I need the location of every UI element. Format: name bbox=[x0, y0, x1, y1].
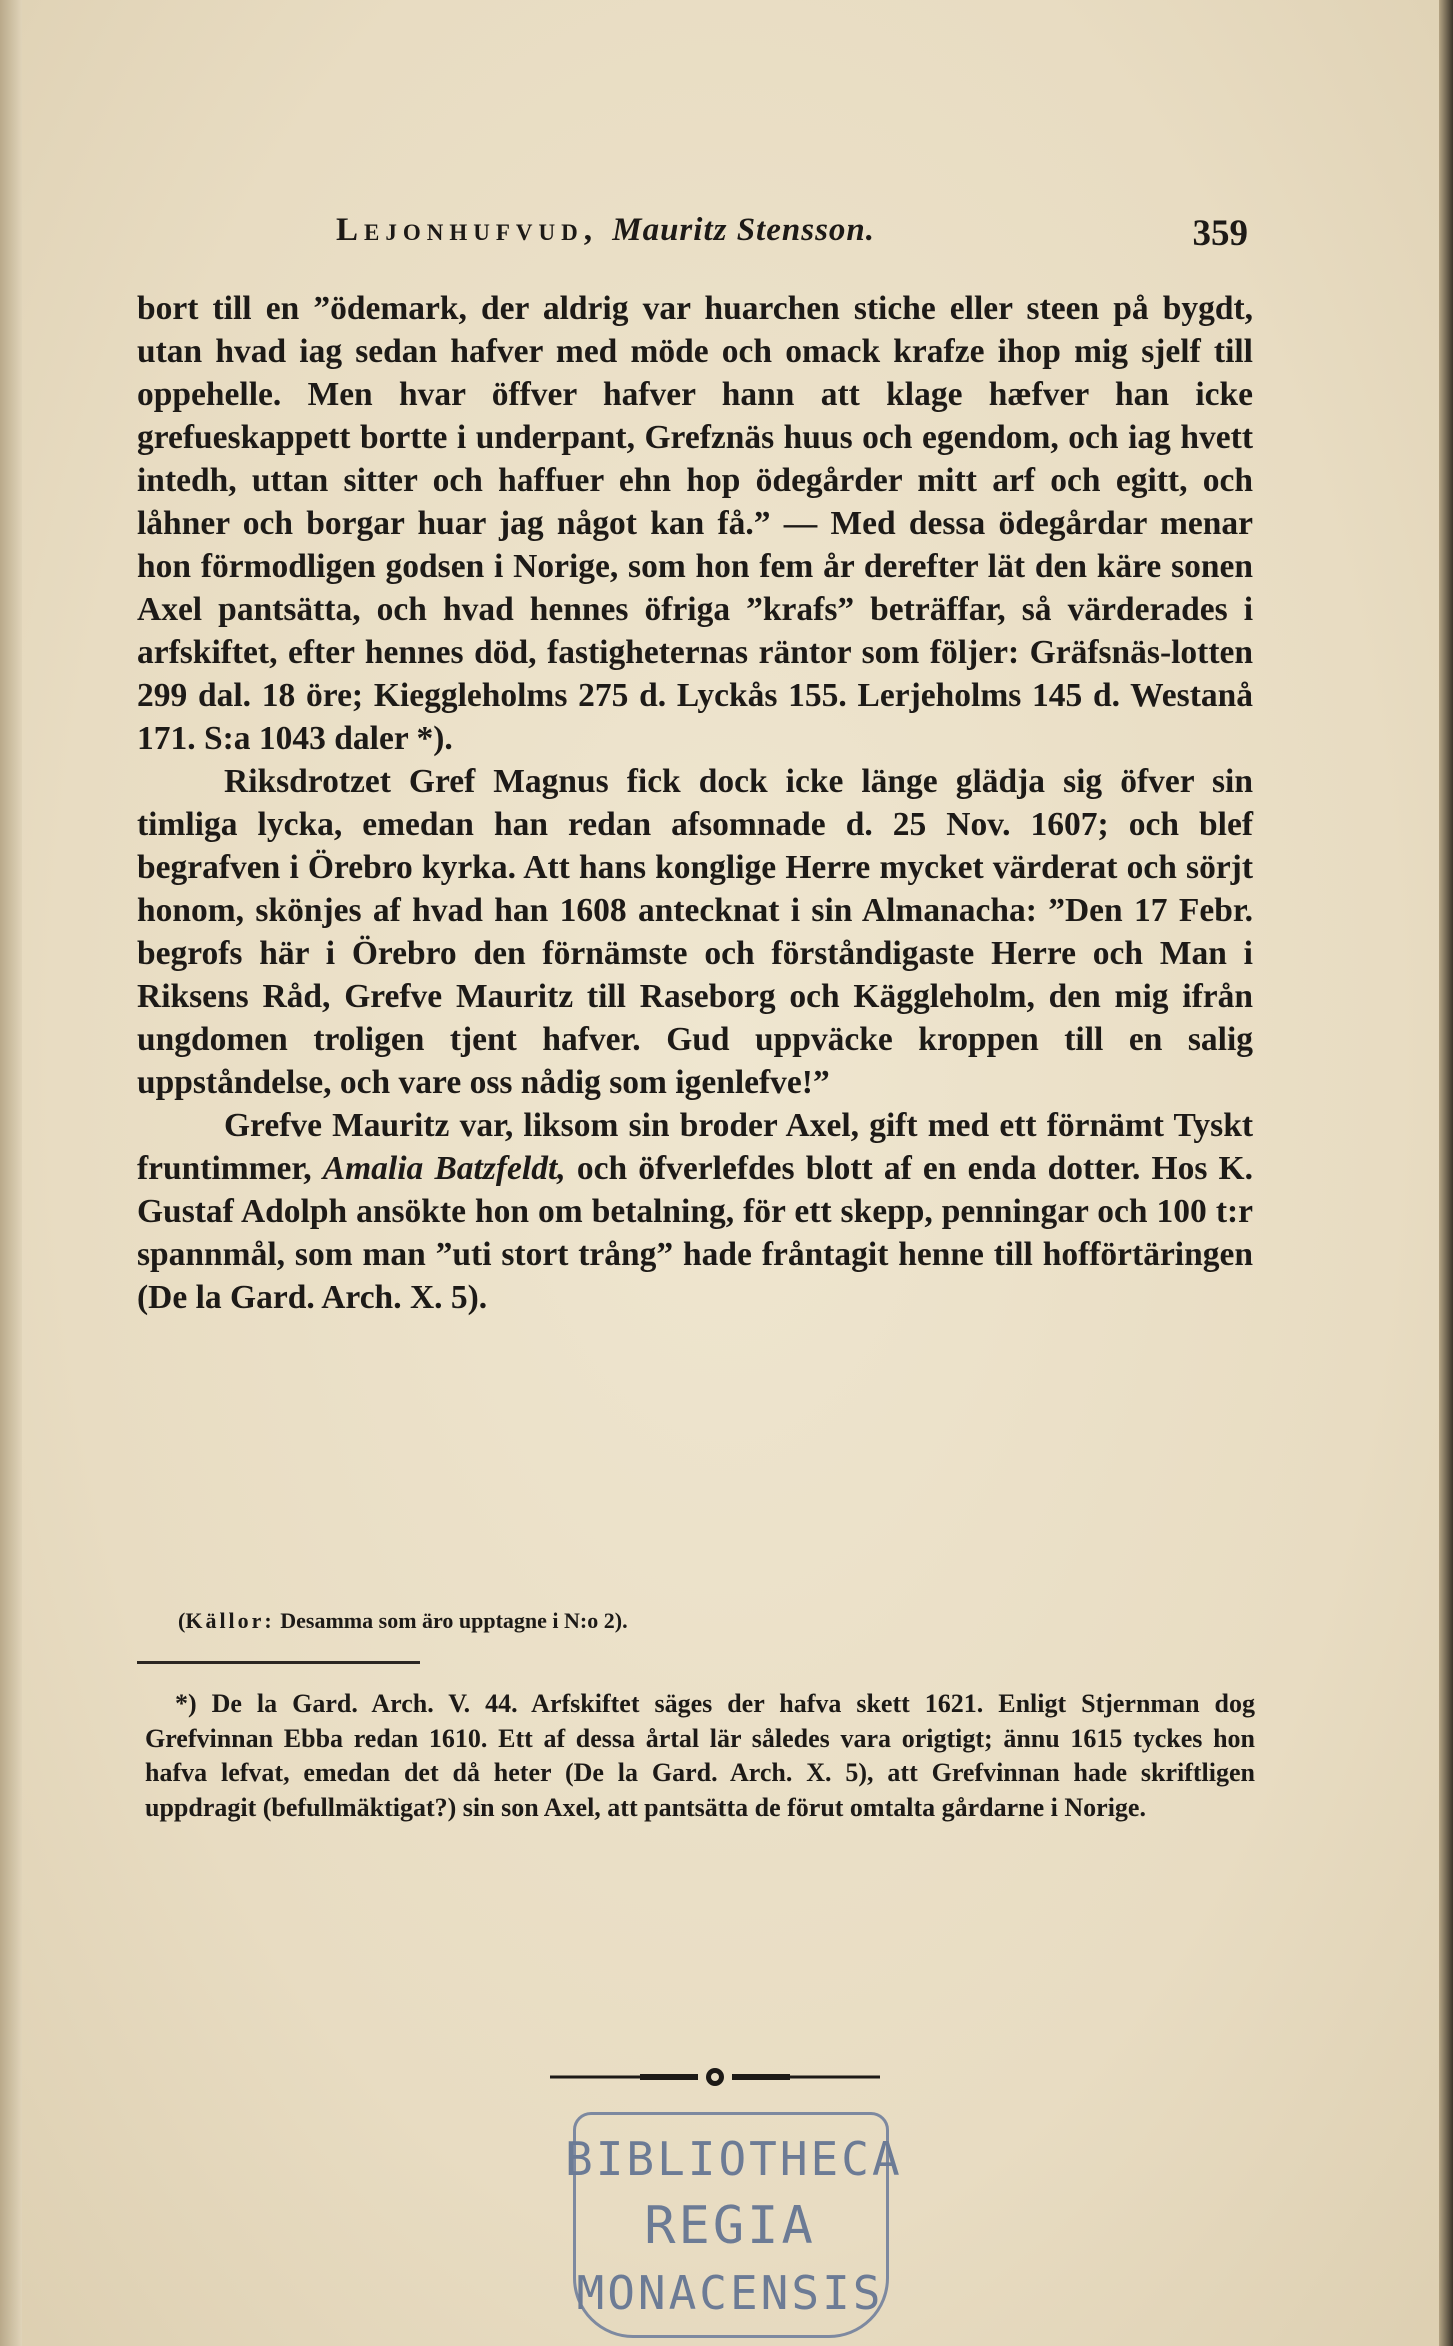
library-stamp bbox=[565, 2100, 903, 2346]
footnote-divider bbox=[137, 1661, 420, 1664]
running-head-subject: Mauritz Stensson. bbox=[612, 212, 876, 248]
footnote-text: *) De la Gard. Arch. V. 44. Arfskiftet säges der hafva skett 1621. Enligt Stjernman dog Grefvinnan Ebba redan 1610. Ett af dessa årtal lär således vara origtigt; ännu 1615 tyckes hon hafva lefvat, emedan det då heter (De la Gard. Arch. X. 5), att Grefvinnan hade skriftligen uppdragit (befullmäktigat?) sin son Axel, att pantsätta de förut omtalta gårdarne i Norige. bbox=[145, 1689, 1255, 1822]
running-head bbox=[336, 212, 875, 249]
paragraph-1: bort till en ”ödemark, der aldrig var huarchen stiche eller steen på bygdt, utan hvad iag sedan hafver med möde och omack krafze ihop mig sjelf till oppehelle. Men hvar öffver hafver hann att klage hæfver han icke grefueskappett bortte i underpant, Grefznäs huus och egendom, och iag hvett intedh, uttan sitter och haffuer ehn hop ödegårder mitt arf och egitt, och låhner och borgar huar jag något kan få.” — Med dessa ödegårdar menar hon förmodligen godsen i Norige, som hon fem år derefter lät den käre sonen Axel pantsätta, och hvad hennes öfriga ”krafs” beträffar, så värderades i arfskiftet, efter hennes död, fastigheternas räntor som följer: Gräfsnäs-lotten 299 dal. 18 öre; Kieggleholms 275 d. Lyckås 155. Lerjeholms 145 d. Westanå 171. S:a 1043 daler *). bbox=[137, 290, 1253, 757]
sources-note: (Källor: Desamma som äro upptagne i N:o 2). bbox=[178, 1608, 628, 1633]
stamp-line-3: MONACENSIS bbox=[576, 2266, 884, 2320]
page-left-edge bbox=[0, 0, 22, 2346]
page-right-edge bbox=[1439, 0, 1453, 2346]
running-head-name: Lejonhufvud, bbox=[336, 212, 598, 248]
end-ornament bbox=[550, 2064, 880, 2090]
page-number: 359 bbox=[1192, 213, 1248, 254]
sources-label: Källor: bbox=[185, 1608, 275, 1633]
footnote bbox=[145, 1687, 1255, 1825]
paragraph-3-start: Grefve Mauritz var, liksom sin broder Axel, gift med ett förnämt Tyskt fruntimmer, bbox=[137, 1107, 1253, 1187]
sources-text: Desamma som äro upptagne i N:o 2). bbox=[280, 1608, 628, 1633]
paragraph-3-name: Amalia Batzfeldt, bbox=[322, 1150, 566, 1187]
paragraph-3 bbox=[137, 1104, 1253, 1319]
body-text bbox=[137, 287, 1253, 1319]
paragraph-3-end: och öfverlefdes blott af en enda dotter. Hos K. Gustaf Adolph ansökte hon om betalning, för ett skepp, penningar och 100 t:r spannmål, som man ”uti stort trång” hade fråntagit henne till hofförtäringen (De la Gard. Arch. X. 5). bbox=[137, 1150, 1253, 1316]
stamp-line-2: REGIA bbox=[644, 2196, 816, 2256]
page-header bbox=[336, 212, 1256, 262]
paragraph-2: Riksdrotzet Gref Magnus fick dock icke länge glädja sig öfver sin timliga lycka, emedan han redan afsomnade d. 25 Nov. 1607; och blef begrafven i Örebro kyrka. Att hans konglige Herre mycket värderat och sörjt honom, skönjes af hvad han 1608 antecknat i sin Almanacha: ”Den 17 Febr. begrofs här i Örebro den förnämste och förståndigaste Herre och Man i Riksens Råd, Grefve Mauritz till Raseborg och Käggleholm, den mig ifrån ungdomen troligen tjent hafver. Gud uppväcke kroppen till en salig uppståndelse, och vare oss nådig som igenlefve!” bbox=[137, 763, 1253, 1101]
stamp-line-1: BIBLIOTHECA bbox=[565, 2132, 903, 2186]
